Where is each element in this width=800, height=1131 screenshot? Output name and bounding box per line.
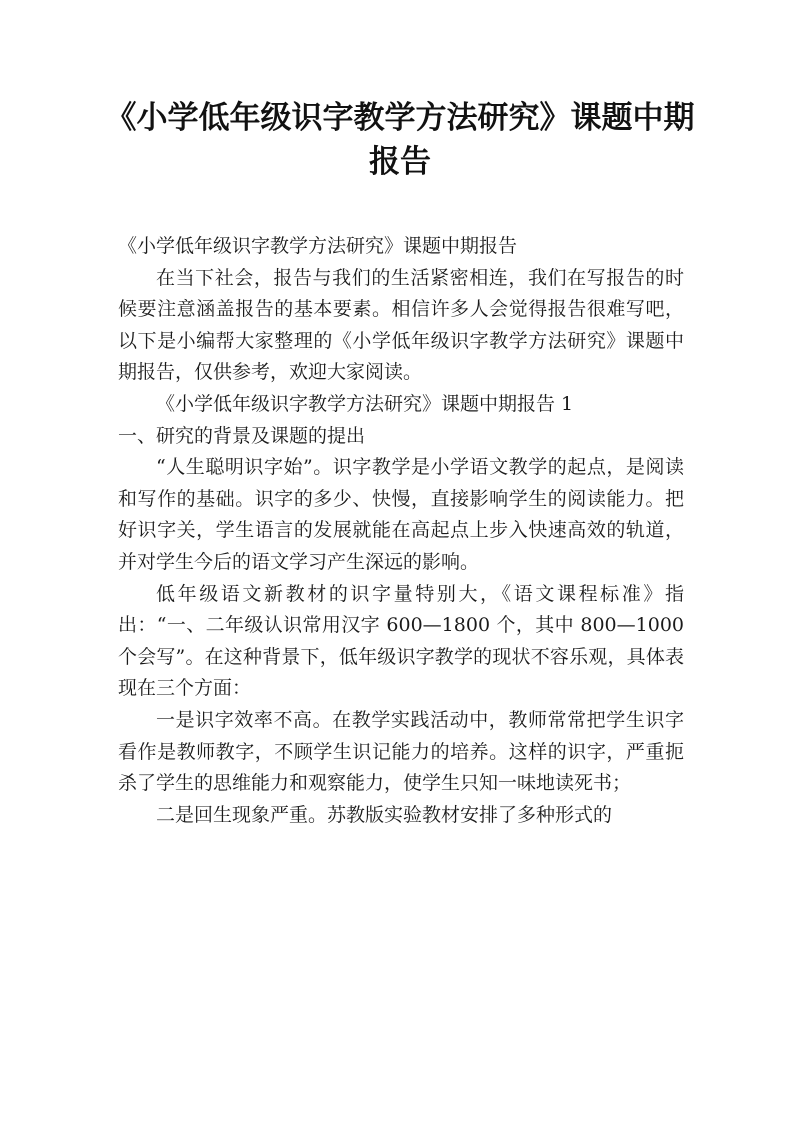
paragraph-body-2: 低年级语文新教材的识字量特别大，《语文课程标准》指出：“一、二年级认识常用汉字 600—1800 个，其中 800—1000 个会写”。在这种背景下，低年级识字教学的现状不容乐观，具体表现在三个方面： (118, 582, 684, 700)
paragraph-subtitle: 《小学低年级识字教学方法研究》课题中期报告 (118, 235, 518, 257)
title-line-2: 报告 (369, 144, 431, 180)
paragraph-body-3: 一是识字效率不高。在教学实践活动中，教师常常把学生识字看作是教师教字，不顾学生识记能力的培养。这样的识字，严重扼杀了学生的思维能力和观察能力，使学生只知一味地读死书； (118, 708, 684, 795)
paragraph-body-1: “人生聪明识字始”。识字教学是小学语文教学的起点，是阅读和写作的基础。识字的多少、快慢，直接影响学生的阅读能力。把好识字关，学生语言的发展就能在高起点上步入快速高效的轨道，并对学生今后的语文学习产生深远的影响。 (118, 456, 684, 573)
paragraph-body-4: 二是回生现象严重。苏教版实验教材安排了多种形式的 (156, 803, 613, 826)
document-title (100, 96, 700, 184)
paragraph-intro: 在当下社会，报告与我们的生活紧密相连，我们在写报告的时候要注意涵盖报告的基本要素。相信许多人会觉得报告很难写吧，以下是小编帮大家整理的《小学低年级识字教学方法研究》课题中期报告，仅供参考，欢迎大家阅读。 (118, 266, 684, 384)
paragraph-section-title: 《小学低年级识字教学方法研究》课题中期报告 1 (156, 392, 574, 415)
title-line-1: 《小学低年级识字教学方法研究》课题中期 (105, 100, 695, 136)
paragraph-heading-1: 一、研究的背景及课题的提出 (118, 424, 366, 447)
document-body (118, 231, 684, 831)
